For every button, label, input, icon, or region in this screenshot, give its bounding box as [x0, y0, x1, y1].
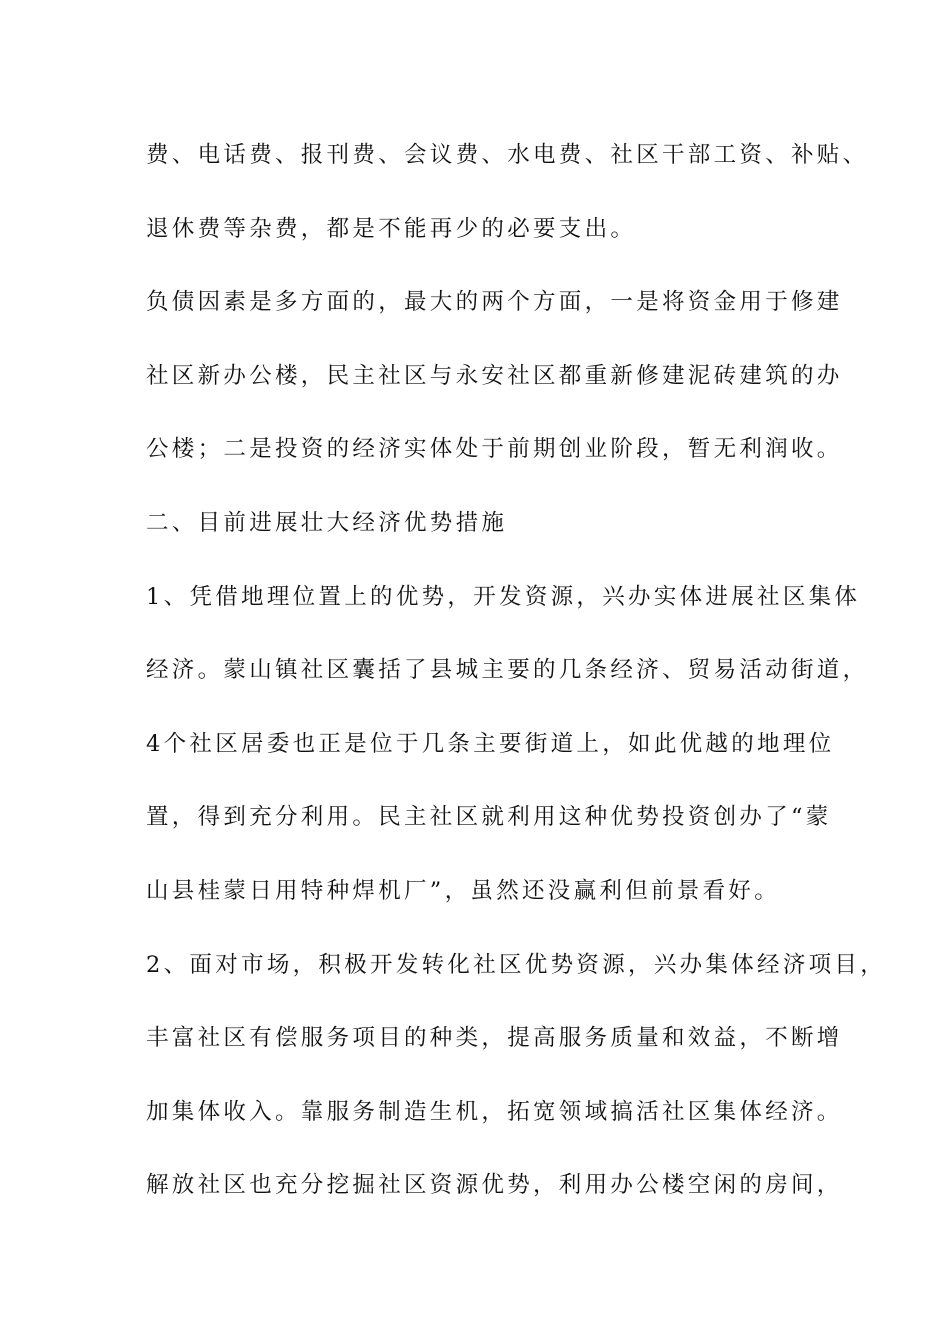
text-line: 公楼；二是投资的经济实体处于前期创业阶段，暂无利润收。 — [146, 436, 843, 463]
text-line: 社区新办公楼，民主社区与永安社区都重新修建泥砖建筑的办 — [146, 362, 843, 389]
text-line: 费、电话费、报刊费、会议费、水电费、社区干部工资、补贴、 — [146, 142, 869, 168]
text-line: 丰富社区有偿服务项目的种类，提高服务质量和效益，不断增 — [146, 1025, 843, 1052]
text-line: 1、凭借地理位置上的优势，开发资源，兴办实体进展社区集体 — [146, 583, 861, 610]
text-line: 退休费等杂费，都是不能再少的必要支出。 — [146, 215, 637, 242]
text-line: 加集体收入。靠服务制造生机，拓宽领域搞活社区集体经济。 — [146, 1098, 843, 1125]
section-heading: 二、目前进展壮大经济优势措施 — [146, 509, 508, 536]
text-line: 负债因素是多方面的，最大的两个方面，一是将资金用于修建 — [146, 289, 843, 316]
text-line: 经济。蒙山镇社区囊括了县城主要的几条经济、贸易活动街道， — [146, 657, 869, 684]
text-line: 4个社区居委也正是位于几条主要街道上，如此优越的地理位 — [146, 730, 835, 757]
text-line: 2、面对市场，积极开发转化社区优势资源，兴办集体经济项目， — [146, 951, 887, 978]
text-line: 解放社区也充分挖掘社区资源优势，利用办公楼空闲的房间， — [146, 1172, 843, 1199]
text-line: 山县桂蒙日用特种焊机厂”，虽然还没赢利但前景看好。 — [146, 877, 781, 904]
text-line: 置，得到充分利用。民主社区就利用这种优势投资创办了“蒙 — [146, 804, 832, 831]
body-text — [146, 132, 887, 1236]
